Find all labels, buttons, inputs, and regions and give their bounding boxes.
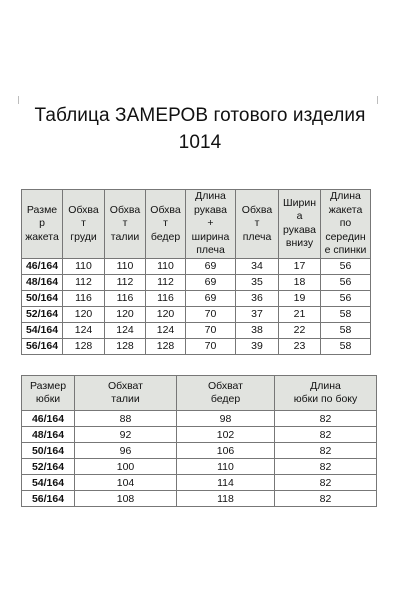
jacket-value-cell: 56: [321, 274, 371, 290]
skirt-measurements-table: [21, 375, 377, 507]
jacket-value-cell: 22: [279, 322, 321, 338]
jacket-value-cell: 21: [279, 306, 321, 322]
jacket-value-cell: 38: [236, 322, 279, 338]
jacket-header-line: т: [81, 217, 86, 229]
jacket-header-cell: [279, 190, 321, 259]
table-row: [22, 475, 377, 491]
skirt-value-cell: 82: [275, 459, 377, 475]
jacket-header-line: по: [339, 217, 352, 229]
jacket-header-line: жакета: [25, 230, 59, 243]
jacket-value-cell: 70: [186, 306, 236, 322]
jacket-header-line: рукава: [283, 223, 316, 236]
jacket-header-line: груди: [70, 230, 97, 243]
jacket-value-cell: 124: [146, 322, 186, 338]
page-title: [0, 102, 400, 156]
jacket-value-cell: 112: [63, 274, 105, 290]
skirt-size-cell: 46/164: [22, 411, 75, 427]
jacket-header-line: Длина: [330, 190, 361, 202]
jacket-size-cell: 48/164: [22, 274, 63, 290]
table-row: [22, 274, 371, 290]
table-row: [22, 443, 377, 459]
skirt-value-cell: 82: [275, 443, 377, 459]
jacket-header-cell: [146, 190, 186, 259]
jacket-value-cell: 17: [279, 258, 321, 274]
jacket-header-line: Обхва: [150, 203, 181, 216]
table-row: [22, 322, 371, 338]
jacket-header-line: р: [39, 217, 45, 229]
jacket-size-cell: 54/164: [22, 322, 63, 338]
jacket-size-cell: 46/164: [22, 258, 63, 274]
skirt-size-cell: 48/164: [22, 427, 75, 443]
skirt-value-cell: 82: [275, 491, 377, 507]
jacket-value-cell: 128: [146, 338, 186, 354]
skirt-header-line: Размер: [29, 379, 67, 392]
skirt-size-cell: 52/164: [22, 459, 75, 475]
skirt-header-line: юбки: [35, 393, 61, 405]
jacket-value-cell: 112: [146, 274, 186, 290]
jacket-value-cell: 58: [321, 338, 371, 354]
jacket-header-line: внизу: [285, 237, 314, 250]
jacket-header-row: [22, 190, 371, 259]
jacket-header-line: талии: [110, 230, 140, 243]
skirt-value-cell: 100: [75, 459, 177, 475]
jacket-header-line: бедер: [150, 230, 181, 243]
skirt-header-line: Длина: [310, 379, 341, 392]
jacket-header-cell: [186, 190, 236, 259]
skirt-value-cell: 92: [75, 427, 177, 443]
jacket-header-line: ширина: [191, 230, 230, 243]
jacket-header-line: середин: [325, 230, 366, 243]
jacket-value-cell: 116: [63, 290, 105, 306]
skirt-header-cell: [275, 376, 377, 411]
jacket-value-cell: 128: [63, 338, 105, 354]
jacket-value-cell: 110: [105, 258, 146, 274]
jacket-size-cell: 52/164: [22, 306, 63, 322]
jacket-header-line: т: [163, 217, 168, 229]
jacket-header-line: а: [296, 210, 303, 223]
jacket-value-cell: 69: [186, 258, 236, 274]
jacket-value-cell: 36: [236, 290, 279, 306]
skirt-value-cell: 108: [75, 491, 177, 507]
jacket-header-cell: [22, 190, 63, 259]
jacket-header-cell: [105, 190, 146, 259]
jacket-value-cell: 128: [105, 338, 146, 354]
jacket-value-cell: 110: [146, 258, 186, 274]
skirt-value-cell: 114: [177, 475, 275, 491]
table-row: [22, 427, 377, 443]
jacket-value-cell: 112: [105, 274, 146, 290]
skirt-size-cell: 50/164: [22, 443, 75, 459]
jacket-value-cell: 35: [236, 274, 279, 290]
table-row: [22, 491, 377, 507]
jacket-header-line: т: [122, 217, 128, 229]
jacket-value-cell: 120: [63, 306, 105, 322]
skirt-value-cell: 96: [75, 443, 177, 459]
jacket-header-line: плеча: [196, 244, 225, 256]
table-row: [22, 411, 377, 427]
skirt-size-cell: 56/164: [22, 491, 75, 507]
table-row: [22, 338, 371, 354]
jacket-value-cell: 124: [105, 322, 146, 338]
jacket-header-line: Обхва: [241, 203, 273, 216]
skirt-value-cell: 82: [275, 475, 377, 491]
jacket-value-cell: 120: [105, 306, 146, 322]
skirt-header-cell: [75, 376, 177, 411]
skirt-header-cell: [22, 376, 75, 411]
skirt-value-cell: 118: [177, 491, 275, 507]
skirt-table-body: [22, 411, 377, 507]
skirt-value-cell: 98: [177, 411, 275, 427]
skirt-value-cell: 104: [75, 475, 177, 491]
jacket-header-line: жакета: [328, 203, 363, 216]
jacket-header-cell: [236, 190, 279, 259]
table-row: [22, 258, 371, 274]
skirt-header-line: Обхват: [108, 379, 143, 392]
jacket-value-cell: 23: [279, 338, 321, 354]
jacket-value-cell: 116: [146, 290, 186, 306]
skirt-value-cell: 82: [275, 427, 377, 443]
skirt-value-cell: 102: [177, 427, 275, 443]
jacket-value-cell: 69: [186, 290, 236, 306]
jacket-header-line: Разме: [26, 203, 58, 216]
jacket-header-line: рукава: [194, 203, 227, 216]
skirt-value-cell: 106: [177, 443, 275, 459]
skirt-header-line: юбки по боку: [293, 393, 358, 405]
jacket-value-cell: 58: [321, 322, 371, 338]
jacket-header-cell: [321, 190, 371, 259]
jacket-value-cell: 69: [186, 274, 236, 290]
jacket-value-cell: 56: [321, 258, 371, 274]
table-row: [22, 290, 371, 306]
jacket-value-cell: 58: [321, 306, 371, 322]
jacket-table-body: [22, 258, 371, 354]
skirt-header-line: Обхват: [208, 379, 243, 392]
jacket-value-cell: 37: [236, 306, 279, 322]
jacket-header-line: Обхва: [109, 203, 141, 216]
skirt-header-line: бедер: [210, 393, 241, 405]
jacket-value-cell: 70: [186, 338, 236, 354]
jacket-header-line: е спинки: [324, 244, 367, 256]
jacket-header-line: Длина: [195, 190, 226, 202]
jacket-header-cell: [63, 190, 105, 259]
jacket-value-cell: 70: [186, 322, 236, 338]
skirt-value-cell: 110: [177, 459, 275, 475]
skirt-value-cell: 88: [75, 411, 177, 427]
jacket-value-cell: 34: [236, 258, 279, 274]
jacket-header-line: т: [254, 217, 260, 229]
skirt-size-cell: 54/164: [22, 475, 75, 491]
jacket-value-cell: 19: [279, 290, 321, 306]
jacket-value-cell: 116: [105, 290, 146, 306]
skirt-header-cell: [177, 376, 275, 411]
jacket-value-cell: 39: [236, 338, 279, 354]
jacket-size-cell: 50/164: [22, 290, 63, 306]
jacket-header-line: Обхва: [68, 203, 99, 216]
jacket-size-cell: 56/164: [22, 338, 63, 354]
skirt-value-cell: 82: [275, 411, 377, 427]
table-row: [22, 459, 377, 475]
skirt-header-row: [22, 376, 377, 411]
jacket-header-line: плеча: [242, 230, 272, 243]
title-line-2: 1014: [178, 132, 222, 153]
title-line-1: Таблица ЗАМЕРОВ готового изделия: [34, 105, 366, 126]
jacket-measurements-table: [21, 189, 371, 355]
jacket-value-cell: 124: [63, 322, 105, 338]
jacket-value-cell: 56: [321, 290, 371, 306]
jacket-header-line: +: [207, 217, 214, 229]
jacket-header-line: Ширин: [283, 196, 316, 209]
jacket-value-cell: 120: [146, 306, 186, 322]
jacket-value-cell: 18: [279, 274, 321, 290]
jacket-value-cell: 110: [63, 258, 105, 274]
skirt-header-line: талии: [111, 393, 140, 405]
table-row: [22, 306, 371, 322]
